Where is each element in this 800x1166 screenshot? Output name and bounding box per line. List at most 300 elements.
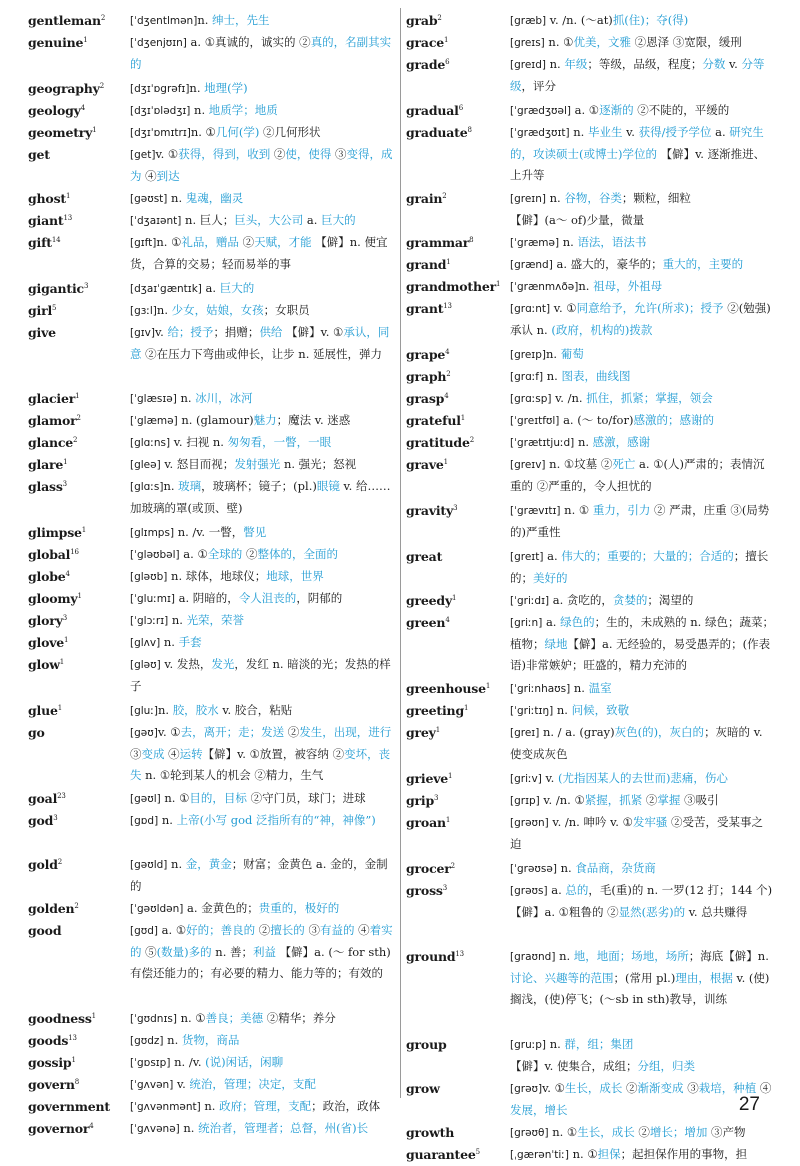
headword-text: gloomy: [28, 591, 78, 606]
key-meaning: 群，组；集团: [564, 1037, 634, 1051]
definition: [130, 588, 396, 610]
definition: [130, 432, 396, 454]
definition-text: n.: [197, 13, 213, 27]
phonetic: [greɪt]: [510, 551, 544, 563]
definition: [130, 232, 396, 275]
headword-text: gold: [28, 857, 58, 872]
key-meaning: 掌握: [657, 793, 681, 807]
definition-text: ④: [756, 1081, 772, 1095]
frequency-mark: 4: [80, 103, 85, 112]
phonetic: [gɜːl]: [130, 305, 157, 317]
phonetic: [glɑːns]: [130, 437, 171, 449]
dictionary-entry: [406, 880, 774, 946]
definition-text: n.: [157, 703, 173, 717]
key-meaning: 担保: [597, 1147, 621, 1161]
definition-text: a. ①: [158, 923, 187, 937]
definition-text: n. /v. 一瞥，: [174, 525, 244, 539]
key-meaning: 发射强光: [234, 457, 281, 471]
dictionary-entry: [406, 790, 774, 812]
headword-text: globe: [28, 569, 66, 584]
definition: [510, 1056, 774, 1077]
frequency-mark: 1: [496, 279, 501, 288]
dictionary-entry: [28, 232, 396, 278]
headword: [406, 1122, 454, 1143]
key-meaning: 发牢骚: [632, 815, 668, 829]
headword-text: governor: [28, 1121, 90, 1136]
right-column: [406, 10, 774, 1166]
definition-text: n.: [555, 949, 574, 963]
phonetic: [ˈglɔːrɪ]: [130, 615, 169, 627]
definition-text: v. ①: [542, 1081, 565, 1095]
definition-text: v. (使)搁浅，(使)停飞；(～sb in sth)教导，训练: [510, 971, 770, 1006]
headword-text: greedy: [406, 593, 453, 608]
phonetic: [ˈgʊdnɪs]: [130, 1013, 177, 1025]
phonetic: [ˈgræmə]: [510, 237, 560, 249]
dictionary-entry: [28, 410, 396, 432]
definition-text: ②: [284, 725, 300, 739]
key-meaning: 栽培，种植: [698, 1081, 757, 1095]
definition-text: ②几何形状: [259, 125, 321, 139]
headword-text: grape: [406, 347, 446, 362]
definition-text: n.: [163, 479, 179, 493]
phonetic: [ˈgrævɪtɪ]: [510, 505, 561, 517]
headword-text: god: [28, 813, 54, 828]
headword: [406, 388, 448, 409]
definition-text: a.: [201, 281, 220, 295]
frequency-mark: 2: [450, 861, 455, 870]
definition-text: ；灰暗的 v. 使变成灰色: [510, 725, 763, 761]
frequency-mark: 3: [53, 813, 58, 822]
headword: [28, 476, 67, 497]
definition: [130, 322, 396, 365]
key-meaning: 巨大的: [219, 281, 255, 295]
definition-text: n.: [176, 391, 196, 405]
key-meaning: 好的；善良的: [186, 923, 256, 937]
definition-text: ③产物: [707, 1125, 746, 1139]
dictionary-entry: [406, 254, 774, 276]
phonetic: [dʒɪˈɒmɪtrɪ]: [130, 127, 191, 139]
definition: [130, 1008, 396, 1030]
headword-text: groan: [406, 815, 446, 830]
definition: [130, 78, 396, 100]
headword: [28, 566, 70, 587]
definition-text: ④: [164, 747, 180, 761]
definition: [510, 858, 774, 880]
headword: [406, 366, 451, 387]
definition-text: v.: [541, 771, 558, 785]
dictionary-entry: [406, 122, 774, 188]
definition-text: ②: [238, 235, 255, 249]
headword-text: grain: [406, 191, 443, 206]
definition: [510, 388, 774, 410]
headword: [28, 144, 50, 165]
dictionary-entry: [28, 810, 396, 854]
dictionary-entry: [28, 1030, 396, 1052]
dictionary-entry: [406, 612, 774, 678]
dictionary-entry: [406, 32, 774, 54]
frequency-mark: 16: [70, 547, 79, 556]
headword-text: grammar: [406, 235, 470, 250]
headword: [28, 898, 79, 919]
definition-text: a. (～ to/for): [559, 413, 634, 427]
dictionary-entry: [406, 768, 774, 790]
definition-text: n. ①: [548, 1125, 578, 1139]
dictionary-entry: [28, 388, 396, 410]
definition-text: v. /n.: [551, 391, 587, 405]
definition: [130, 788, 396, 810]
headword: [28, 1030, 77, 1051]
headword-text: grandmother: [406, 279, 497, 294]
key-meaning: 绅士，先生: [212, 13, 270, 27]
phonetic: [ˈglæmə]: [130, 415, 178, 427]
dictionary-entry: [28, 1118, 396, 1140]
headword: [406, 54, 449, 75]
dictionary-entry: [406, 700, 774, 722]
key-meaning: 获得/授予学位: [638, 125, 712, 139]
key-meaning: 变得，成为: [130, 147, 393, 183]
phonetic: [greɪn]: [510, 193, 546, 205]
headword-text: grateful: [406, 413, 461, 428]
frequency-mark: 4: [89, 1121, 94, 1130]
headword: [406, 298, 452, 319]
phonetic: [grænd]: [510, 259, 553, 271]
definition-text: n.: [158, 813, 177, 827]
phonetic: [ˈgɒsɪp]: [130, 1057, 171, 1069]
definition-text: a. ①真诚的，诚实的 ②: [186, 35, 311, 49]
headword: [406, 276, 500, 297]
key-meaning: 绿色的: [560, 615, 595, 629]
definition: [510, 344, 774, 366]
definition-text: 【僻】v. ①: [282, 325, 344, 339]
key-meaning: 金，黄金: [185, 857, 232, 871]
frequency-mark: 2: [57, 857, 63, 866]
headword-text: green: [406, 615, 446, 630]
key-meaning: 令人沮丧的: [238, 591, 297, 605]
dictionary-entry: [406, 276, 774, 298]
dictionary-entry: [28, 322, 396, 388]
headword-text: greeting: [406, 703, 464, 718]
key-meaning: 分组，归类: [637, 1059, 695, 1073]
headword: [28, 32, 88, 53]
definition: [130, 1096, 396, 1118]
definition-text: ；海底【僻】n.: [688, 949, 769, 963]
frequency-mark: 1: [71, 1055, 76, 1064]
headword-text: geometry: [28, 125, 93, 140]
definition-text: n. (glamour): [177, 413, 254, 427]
headword: [406, 32, 448, 53]
definition-text: v.: [173, 1077, 190, 1091]
headword: [28, 700, 62, 721]
key-meaning: 天赋，才能: [254, 235, 312, 249]
headword: [28, 632, 68, 653]
definition: [130, 210, 396, 232]
definition-text: ③: [683, 1081, 699, 1095]
definition-text: ②(勉强)承认 n.: [510, 301, 771, 337]
headword: [28, 1052, 76, 1073]
dictionary-entry: [28, 588, 396, 610]
key-meaning: 几何(学): [215, 125, 260, 139]
definition-text: ②在压力下弯曲或伸长，让步 n. 延展性，弹力: [141, 347, 383, 361]
headword: [28, 278, 88, 299]
definition-text: n.: [200, 1099, 220, 1113]
headword: [406, 500, 457, 521]
definition: [510, 410, 774, 432]
headword: [406, 546, 442, 567]
phonetic: [ˌgærənˈtiː]: [510, 1149, 569, 1161]
key-meaning: 紧握，抓紧: [584, 793, 643, 807]
headword-text: greenhouse: [406, 681, 486, 696]
definition-text: ② 严肃，庄重 ③(局势的)严重性: [510, 503, 770, 539]
headword: [28, 522, 86, 543]
key-meaning: 谷物，谷类: [564, 191, 622, 205]
phonetic: [ˈgʌvən]: [130, 1079, 174, 1091]
definition-text: v. 给……加玻璃的罩(或顶、壁): [130, 479, 391, 515]
key-meaning: 擅长的: [270, 923, 305, 937]
definition-text: n. ①: [568, 1147, 598, 1161]
key-meaning: 政府；管理，支配: [219, 1099, 312, 1113]
key-meaning: 供给: [259, 325, 283, 339]
key-meaning: 冰川，冰河: [195, 391, 253, 405]
definition-text: n.: [543, 369, 562, 383]
dictionary-entry: [406, 1122, 774, 1144]
headword-text: go: [28, 725, 45, 740]
definition: [510, 366, 774, 388]
frequency-mark: 1: [59, 657, 65, 666]
headword-text: ground: [406, 949, 456, 964]
headword: [28, 788, 66, 809]
headword-text: govern: [28, 1077, 75, 1092]
definition-text: ②恩泽 ③宽限，缓刑: [630, 35, 742, 49]
key-meaning: 重大的，主要的: [662, 257, 744, 271]
key-meaning: 显然(恶劣)的: [618, 905, 686, 919]
phonetic: [griːn]: [510, 617, 543, 629]
key-meaning: 食品商，杂货商: [575, 861, 656, 875]
definition-text: n.: [168, 613, 187, 627]
headword: [406, 410, 465, 431]
definition-text: ；女职员: [263, 303, 310, 317]
definition: [130, 454, 396, 476]
frequency-mark: 2: [469, 435, 474, 444]
phonetic: [ˈgrædʒʊəl]: [510, 105, 571, 117]
phonetic: [gʊdz]: [130, 1035, 164, 1047]
definition-text: n. ①: [544, 35, 574, 49]
phonetic: [greɪs]: [510, 37, 545, 49]
definition-text: n.: [553, 703, 572, 717]
frequency-mark: 6: [458, 103, 463, 112]
key-meaning: 理由，根据: [675, 971, 733, 985]
dictionary-entry: [406, 1034, 774, 1056]
dictionary-entry: [406, 1056, 774, 1078]
definition-text: n.: [559, 235, 578, 249]
definition-text: a. 贪吃的，: [549, 593, 613, 607]
phonetic: [dʒaɪˈgæntɪk]: [130, 283, 202, 295]
key-meaning: 研究生的，攻读硕士(或博士)学位的: [510, 125, 764, 161]
key-meaning: 整体的，全面的: [257, 547, 338, 561]
frequency-mark: 2: [76, 413, 81, 422]
definition: [510, 1122, 774, 1144]
key-meaning: 匆匆看，一瞥，一眼: [227, 435, 332, 449]
headword: [28, 322, 56, 343]
definition-text: ；起担保作用的事物，担: [620, 1147, 748, 1161]
frequency-mark: 1: [443, 457, 448, 466]
definition-text: ④: [354, 923, 370, 937]
headword-text: grant: [406, 301, 444, 316]
phonetic: [glɑːs]: [130, 481, 164, 493]
dictionary-entry: [28, 78, 396, 100]
definition: [510, 454, 774, 497]
definition-text: n.: [545, 57, 565, 71]
headword: [28, 210, 72, 231]
phonetic: [grəʊ]: [510, 1083, 543, 1095]
frequency-mark: 3: [434, 793, 439, 802]
key-meaning: 地质学；地质: [208, 103, 278, 117]
headword-text: grieve: [406, 771, 449, 786]
definition: [510, 32, 774, 54]
dictionary-entry: [28, 210, 396, 232]
key-meaning: 使，使得: [285, 147, 332, 161]
left-column: [28, 10, 396, 1140]
definition-text: n. 强光；怒视: [280, 457, 357, 471]
headword-text: grocer: [406, 861, 451, 876]
key-meaning: 货物，商品: [181, 1033, 240, 1047]
definition: [130, 1074, 396, 1096]
key-meaning: 逐渐的: [599, 103, 634, 117]
definition: [130, 10, 396, 32]
dictionary-entry: [28, 522, 396, 544]
definition: [130, 632, 396, 654]
definition-text: a.: [303, 213, 322, 227]
phonetic: [ˈgrædʒʊɪt]: [510, 127, 570, 139]
definition-text: n.: [570, 681, 589, 695]
definition: [510, 432, 774, 454]
headword: [406, 100, 463, 121]
headword: [406, 812, 450, 833]
key-meaning: 少女，姑娘，女孩: [171, 303, 264, 317]
key-meaning: 美好的: [533, 571, 568, 585]
headword-text: goods: [28, 1033, 69, 1048]
key-meaning: 总的: [565, 883, 589, 897]
definition: [510, 122, 774, 186]
definition-text: ④: [141, 169, 157, 183]
dictionary-entry: [406, 432, 774, 454]
frequency-mark: 8: [467, 125, 472, 134]
key-meaning: 运转: [179, 747, 203, 761]
phonetic: [ˈgrænmʌðə]: [510, 281, 579, 293]
key-meaning: 鬼魂，幽灵: [185, 191, 244, 205]
headword-text: glove: [28, 635, 65, 650]
frequency-mark: 3: [62, 479, 67, 488]
definition: [130, 920, 396, 984]
definition: [510, 100, 774, 122]
dictionary-entry: [406, 366, 774, 388]
definition: [130, 100, 396, 122]
definition-text: n.: [545, 191, 565, 205]
headword-text: gift: [28, 235, 52, 250]
dictionary-entry: [28, 854, 396, 898]
key-meaning: 玻璃: [178, 479, 202, 493]
definition-text: ②: [622, 1081, 638, 1095]
headword-text: graduate: [406, 125, 468, 140]
definition-text: a.: [542, 615, 561, 629]
definition-text: ②: [270, 147, 286, 161]
frequency-mark: 1: [81, 525, 87, 534]
key-meaning: 死亡: [612, 457, 636, 471]
frequency-mark: 1: [83, 35, 88, 44]
definition-text: 【僻】a. 无经验的，易受愚弄的；(作表语)非常嫉妒；旺盛的，精力充沛的: [510, 637, 771, 672]
headword-text: gradual: [406, 103, 459, 118]
definition-text: ；颗粒，细粒: [621, 191, 691, 205]
key-meaning: 重力，引力: [592, 503, 651, 517]
frequency-mark: 3: [442, 883, 448, 892]
headword: [406, 232, 473, 253]
phonetic: [gɒd]: [130, 815, 159, 827]
definition-text: n. ①: [160, 791, 190, 805]
frequency-mark: 2: [446, 369, 451, 378]
definition-text: n.: [556, 861, 576, 875]
key-meaning: 发生，出现，进行: [299, 725, 392, 739]
phonetic: [gləʊ]: [130, 659, 161, 671]
phonetic: [gɪv]: [130, 327, 155, 339]
key-meaning: 眼镜: [316, 479, 340, 493]
key-meaning: 给；授予: [167, 325, 214, 339]
definition-text: ，阴郁的: [296, 591, 343, 605]
key-meaning: 善良；美德: [205, 1011, 264, 1025]
definition: [130, 898, 396, 920]
frequency-mark: 4: [445, 347, 450, 356]
frequency-mark: 2: [99, 81, 105, 90]
definition: [130, 544, 396, 566]
frequency-mark: 8: [469, 235, 474, 244]
key-meaning: (尤指因某人的去世而)悲痛，伤心: [557, 771, 728, 785]
definition-text: a.: [547, 883, 566, 897]
frequency-mark: 1: [92, 125, 97, 134]
frequency-mark: 6: [445, 57, 450, 66]
headword-text: ghost: [28, 191, 66, 206]
dictionary-entry: [28, 722, 396, 788]
definition-text: n. 巨人；: [181, 213, 235, 227]
phonetic: [ˈgriːtɪŋ]: [510, 705, 554, 717]
definition-text: ②: [242, 547, 258, 561]
headword: [28, 1096, 110, 1117]
definition-text: n. ①: [176, 1011, 206, 1025]
page-number: 27: [738, 1094, 760, 1115]
key-meaning: 真的，名副其实的: [130, 35, 392, 71]
dictionary-entry: [406, 54, 774, 100]
key-meaning: 优美，文雅: [573, 35, 631, 49]
definition-text: v.: [725, 57, 742, 71]
definition-text: n.: [167, 191, 186, 205]
key-meaning: 年级: [564, 57, 588, 71]
headword-text: grey: [406, 725, 436, 740]
definition: [510, 276, 774, 298]
definition-text: 【僻】v. ①放置，被容纳 ②: [202, 747, 345, 761]
definition-text: a. 阴暗的，: [174, 591, 239, 605]
definition-text: n.: [190, 103, 209, 117]
headword: [28, 854, 62, 875]
definition-text: 【僻】n. 便宜货，合算的交易；轻而易举的事: [130, 235, 388, 271]
key-meaning: 瞥见: [243, 525, 267, 539]
headword-text: golden: [28, 901, 75, 916]
key-meaning: 讨论、兴趣等的范围: [510, 971, 614, 985]
definition-text: n.: [163, 1033, 182, 1047]
definition-text: v. 胶合，粘贴: [218, 703, 293, 717]
key-meaning: 生长，成长: [564, 1081, 623, 1095]
headword-text: grave: [406, 457, 444, 472]
key-meaning: 变成: [141, 747, 165, 761]
definition-text: 【僻】(a～ of)少量，微量: [510, 213, 645, 227]
definition: [130, 700, 396, 722]
headword: [406, 1078, 440, 1099]
